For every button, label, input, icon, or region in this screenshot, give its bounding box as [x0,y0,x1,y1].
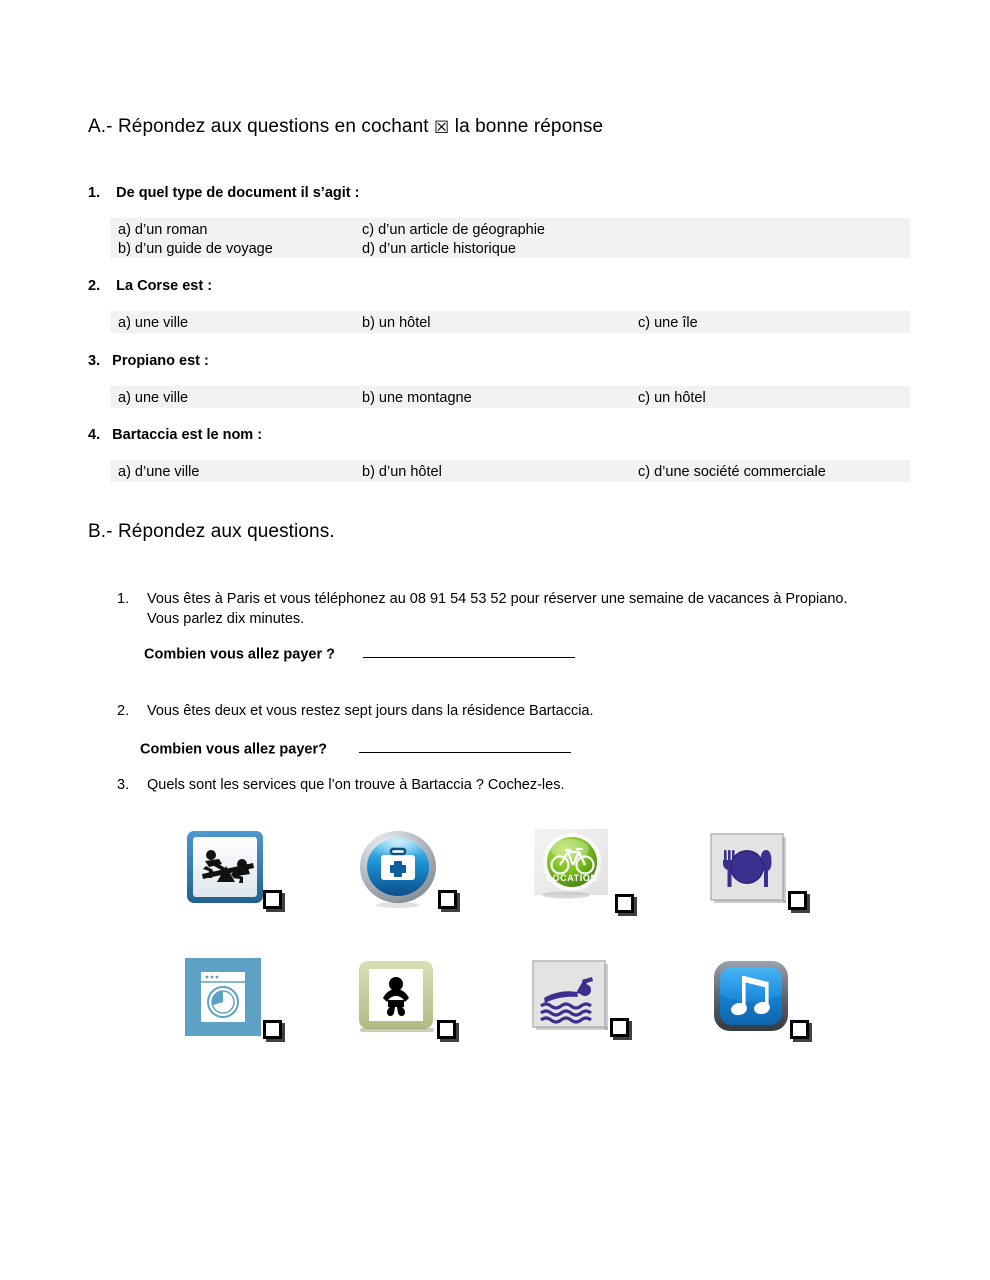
service-icon-cell-swimming[interactable] [532,960,652,1060]
b-question-2-answer-blank[interactable] [359,740,571,753]
question-1-option-b[interactable]: b) d’un guide de voyage [118,241,273,257]
b-question-3-text: Quels sont les services que l’on trouve à Bartaccia ? Cochez-les. [147,777,565,793]
restaurant-icon [710,833,790,907]
question-2-answer-band [110,311,910,333]
section-a-heading-text-after: la bonne réponse [449,116,604,137]
b-question-1-answer-blank[interactable] [363,645,575,658]
question-2-text: La Corse est : [116,278,213,294]
service-checkbox-restaurant[interactable] [788,891,807,910]
question-4-prompt [88,427,262,444]
question-2-option-b[interactable]: b) un hôtel [362,315,431,331]
question-3-option-a[interactable]: a) une ville [118,390,189,406]
question-2-prompt [88,278,212,295]
swimming-pool-icon [532,960,612,1036]
service-icon-cell-first-aid[interactable] [358,830,478,930]
service-icon-cell-music[interactable] [712,960,832,1060]
b-question-2-text: Vous êtes deux et vous restez sept jours dans la résidence Bartaccia. [147,703,594,719]
b-question-1-answer-row [144,645,575,665]
question-1-prompt [88,185,359,202]
question-3-option-b[interactable]: b) une montagne [362,390,472,406]
question-1-number: 1. [88,185,101,201]
bicycle-rental-caption: LOCATION [546,873,598,883]
question-4-option-b[interactable]: b) d’un hôtel [362,464,442,480]
baby-childcare-icon [357,960,439,1038]
question-3-number: 3. [88,353,101,369]
service-checkbox-baby[interactable] [437,1020,456,1039]
b-question-2-sub-label: Combien vous allez payer? [140,741,327,758]
service-icon-cell-playground[interactable] [185,830,305,930]
service-checkbox-laundry[interactable] [263,1020,282,1039]
service-icon-cell-laundry[interactable] [185,958,305,1058]
first-aid-kit-icon [358,830,442,910]
b-question-1-number: 1. [117,591,130,607]
question-1-option-d[interactable]: d) d’un article historique [362,241,516,257]
question-1-option-c[interactable]: c) d’un article de géographie [362,222,545,238]
service-checkbox-first-aid[interactable] [438,890,457,909]
service-checkbox-swimming[interactable] [610,1018,629,1037]
b-question-1-text: Vous êtes à Paris et vous téléphonez au 08 91 54 53 52 pour réserver une semaine de vacances à Propiano. Vous parlez dix minutes. [147,591,848,627]
service-checkbox-bicycle[interactable] [615,894,634,913]
question-4-answer-band [110,460,910,482]
question-3-prompt [88,353,209,370]
bicycle-rental-icon [532,828,616,908]
question-1-option-a[interactable]: a) d’un roman [118,222,208,238]
section-a-heading [88,116,603,139]
b-question-3-number: 3. [117,777,130,793]
b-question-2-answer-row [140,740,571,760]
service-icon-cell-bicycle[interactable] [532,828,652,928]
question-3-text: Propiano est : [112,353,209,369]
question-2-option-a[interactable]: a) une ville [118,315,189,331]
laundry-washing-machine-icon [185,958,265,1040]
question-4-option-a[interactable]: a) d’une ville [118,464,200,480]
question-1-text: De quel type de document il s’agit : [116,185,360,201]
section-a-heading-text-before: A.- Répondez aux questions en cochant [88,116,435,137]
section-b-heading: B.- Répondez aux questions. [88,521,335,542]
music-note-icon [712,960,792,1038]
question-1-answer-band [110,218,910,258]
question-3-option-c[interactable]: c) un hôtel [638,390,706,406]
playground-seesaw-icon [185,830,267,908]
b-question-2-number: 2. [117,703,130,719]
service-icon-cell-restaurant[interactable] [710,833,830,933]
question-4-option-c[interactable]: c) d’une société commerciale [638,464,826,480]
service-checkbox-music[interactable] [790,1020,809,1039]
b-question-1-sub-label: Combien vous allez payer ? [144,646,335,663]
question-2-option-c[interactable]: c) une île [638,315,698,331]
question-2-number: 2. [88,278,101,294]
question-4-text: Bartaccia est le nom : [112,427,263,443]
question-3-answer-band [110,386,910,408]
checkbox-glyph-icon: ☒ [434,118,450,138]
service-checkbox-playground[interactable] [263,890,282,909]
question-4-number: 4. [88,427,101,443]
service-icon-cell-baby[interactable] [357,960,477,1060]
